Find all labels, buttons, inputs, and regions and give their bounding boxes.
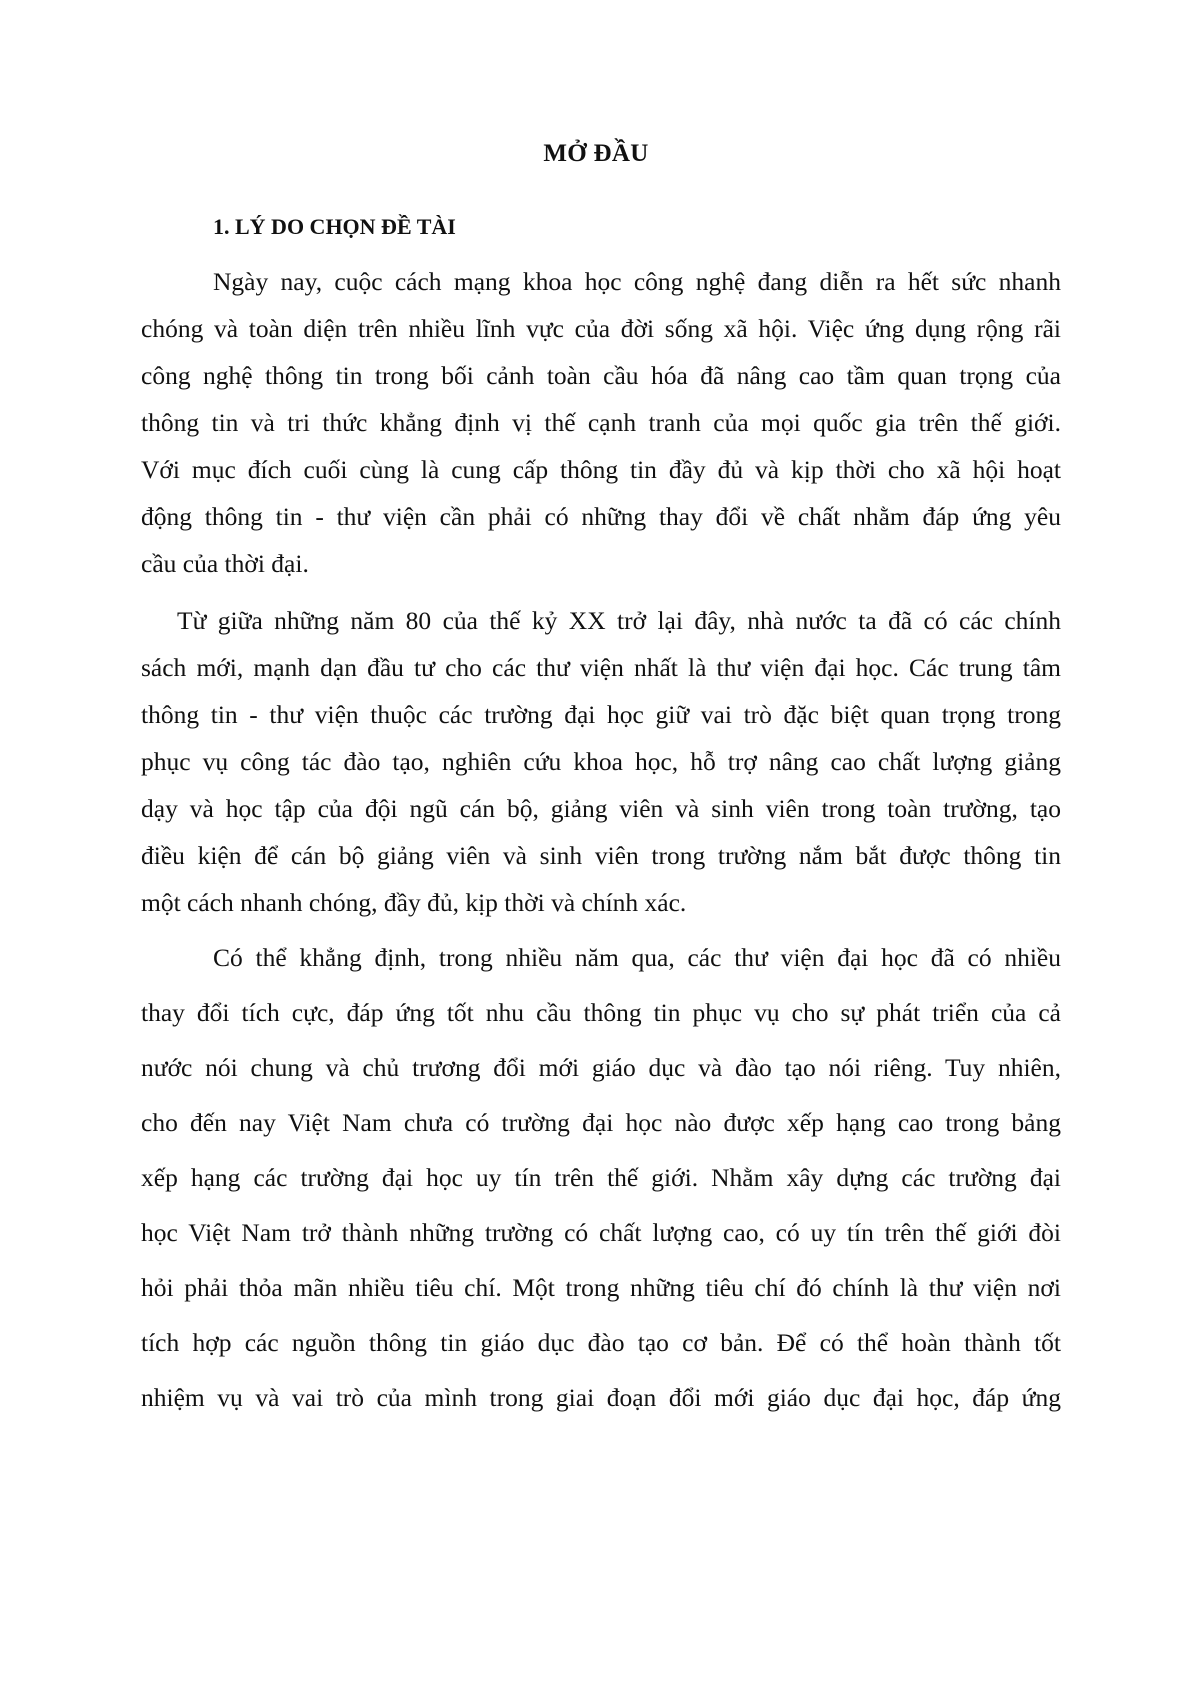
- text-line: thay đổi tích cực, đáp ứng tốt nhu cầu thông tin phục vụ cho sự phát triển của cả: [141, 998, 1061, 1027]
- text-line: động thông tin - thư viện cần phải có những thay đổi về chất nhằm đáp ứng yêu: [141, 502, 1061, 531]
- paragraph-2: [141, 597, 1061, 926]
- text-line: học Việt Nam trở thành những trường có chất lượng cao, có uy tín trên thế giới đòi: [141, 1218, 1061, 1247]
- text-line: thông tin - thư viện thuộc các trường đại học giữ vai trò đặc biệt quan trọng trong: [141, 700, 1061, 729]
- text-line: Ngày nay, cuộc cách mạng khoa học công nghệ đang diễn ra hết sức nhanh: [213, 267, 1061, 296]
- paragraph-1: [141, 258, 1061, 587]
- text-line: Với mục đích cuối cùng là cung cấp thông tin đầy đủ và kịp thời cho xã hội hoạt: [141, 455, 1061, 484]
- text-line: cho đến nay Việt Nam chưa có trường đại học nào được xếp hạng cao trong bảng: [141, 1108, 1061, 1137]
- text-line: thông tin và tri thức khẳng định vị thế cạnh tranh của mọi quốc gia trên thế giới.: [141, 408, 1061, 437]
- text-line: nhiệm vụ và vai trò của mình trong giai đoạn đổi mới giáo dục đại học, đáp ứng: [141, 1383, 1061, 1412]
- text-line: Từ giữa những năm 80 của thế kỷ XX trở lại đây, nhà nước ta đã có các chính: [177, 606, 1061, 635]
- chapter-title: MỞ ĐẦU: [543, 140, 649, 167]
- text-line: phục vụ công tác đào tạo, nghiên cứu khoa học, hỗ trợ nâng cao chất lượng giảng: [141, 747, 1061, 776]
- text-line: chóng và toàn diện trên nhiều lĩnh vực của đời sống xã hội. Việc ứng dụng rộng rãi: [141, 314, 1061, 343]
- text-line: tích hợp các nguồn thông tin giáo dục đào tạo cơ bản. Để có thể hoàn thành tốt: [141, 1328, 1061, 1357]
- text-line: sách mới, mạnh dạn đầu tư cho các thư viện nhất là thư viện đại học. Các trung tâm: [141, 653, 1061, 682]
- text-line: xếp hạng các trường đại học uy tín trên thế giới. Nhằm xây dựng các trường đại: [141, 1163, 1061, 1192]
- text-line: điều kiện để cán bộ giảng viên và sinh viên trong trường nắm bắt được thông tin: [141, 841, 1061, 870]
- text-line: dạy và học tập của đội ngũ cán bộ, giảng viên và sinh viên trong toàn trường, tạo: [141, 794, 1061, 823]
- text-line: một cách nhanh chóng, đầy đủ, kịp thời và chính xác.: [141, 888, 687, 917]
- text-line: cầu của thời đại.: [141, 549, 309, 578]
- section-heading: 1. LÝ DO CHỌN ĐỀ TÀI: [213, 214, 456, 239]
- text-line: công nghệ thông tin trong bối cảnh toàn cầu hóa đã nâng cao tầm quan trọng của: [141, 361, 1061, 390]
- text-line: Có thể khẳng định, trong nhiều năm qua, các thư viện đại học đã có nhiều: [213, 943, 1061, 972]
- text-line: nước nói chung và chủ trương đổi mới giáo dục và đào tạo nói riêng. Tuy nhiên,: [141, 1053, 1061, 1082]
- text-line: hỏi phải thỏa mãn nhiều tiêu chí. Một trong những tiêu chí đó chính là thư viện nơi: [141, 1273, 1061, 1302]
- paragraph-3: [141, 930, 1061, 1425]
